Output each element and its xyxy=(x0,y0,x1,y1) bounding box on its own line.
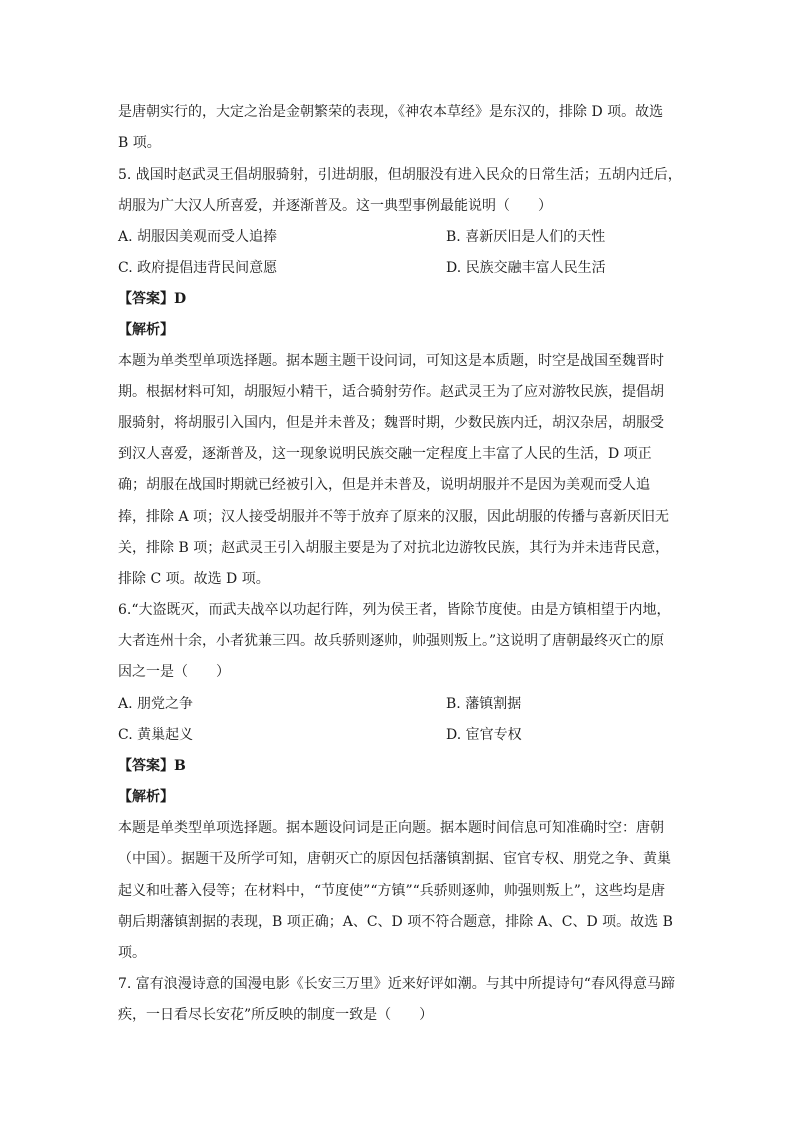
q5-analysis-line-5: 确；胡服在战国时期就已经被引入，但是并未普及，说明胡服并不是因为美观而受人追 xyxy=(118,477,650,493)
q5-answer: 【答案】D xyxy=(118,291,187,307)
q5-option-b: B. 喜新厌旧是人们的天性 xyxy=(446,229,606,245)
q6-analysis-title: 【解析】 xyxy=(118,789,174,805)
intro-line-2: B 项。 xyxy=(118,135,161,151)
q6-option-c: C. 黄巢起义 xyxy=(118,727,194,743)
q5-option-d: D. 民族交融丰富人民生活 xyxy=(446,260,606,276)
q6-option-a: A. 朋党之争 xyxy=(118,696,194,712)
q6-stem-line-1: 6.“大盗既灭，而武夫战卒以功起行阵，列为侯王者，皆除节度使。由是方镇相望于内地， xyxy=(118,602,671,618)
q6-stem-line-3: 因之一是（ ） xyxy=(118,664,230,680)
q7-stem-line-2: 疾，一日看尽长安花”所反映的制度一致是（ ） xyxy=(118,1007,434,1023)
q7-stem-line-1: 7. 富有浪漫诗意的国漫电影《长安三万里》近来好评如潮。与其中所提诗句“春风得意马蹄 xyxy=(118,976,675,992)
q5-analysis-line-8: 排除 C 项。故选 D 项。 xyxy=(118,571,270,587)
q6-analysis-line-4: 朝后期藩镇割据的表现，B 项正确；A、C、D 项不符合题意，排除 A、C、D 项。故选 B xyxy=(118,914,673,930)
q5-option-a: A. 胡服因美观而受人追捧 xyxy=(118,229,278,245)
q5-analysis-line-1: 本题为单类型单项选择题。据本题主题干设问词，可知这是本质题，时空是战国至魏晋时 xyxy=(118,353,664,369)
q6-analysis-line-3: 起义和吐蕃入侵等；在材料中，“节度使”“方镇”“兵骄则逐帅，帅强则叛上”，这些均是唐 xyxy=(118,883,665,899)
intro-line-1: 是唐朝实行的，大定之治是金朝繁荣的表现，《神农本草经》是东汉的，排除 D 项。故选 xyxy=(118,104,664,120)
q5-stem-line-1: 5. 战国时赵武灵王倡胡服骑射，引进胡服，但胡服没有进入民众的日常生活；五胡内迁后， xyxy=(118,167,682,183)
q5-analysis-line-6: 捧，排除 A 项；汉人接受胡服并不等于放弃了原来的汉服，因此胡服的传播与喜新厌旧无 xyxy=(118,509,670,525)
q5-stem-line-2: 胡服为广大汉人所喜爱，并逐渐普及。这一典型事例最能说明（ ） xyxy=(118,198,552,214)
q5-analysis-line-3: 服骑射，将胡服引入国内，但是并未普及；魏晋时期，少数民族内迁，胡汉杂居，胡服受 xyxy=(118,415,664,431)
q5-option-c: C. 政府提倡违背民间意愿 xyxy=(118,260,278,276)
q5-analysis-line-7: 关，排除 B 项；赵武灵王引入胡服主要是为了对抗北边游牧民族，其行为并未违背民意， xyxy=(118,540,670,556)
q5-analysis-title: 【解析】 xyxy=(118,322,174,338)
q6-option-b: B. 藩镇割据 xyxy=(446,696,522,712)
q6-analysis-line-1: 本题是单类型单项选择题。据本题设问词是正向题。据本题时间信息可知准确时空：唐朝 xyxy=(118,820,664,836)
q6-analysis-line-2: （中国）。据题干及所学可知，唐朝灭亡的原因包括藩镇割据、宦官专权、朋党之争、黄巢 xyxy=(118,851,671,867)
q5-analysis-line-2: 期。根据材料可知，胡服短小精干，适合骑射劳作。赵武灵王为了应对游牧民族，提倡胡 xyxy=(118,384,664,400)
q6-answer: 【答案】B xyxy=(118,758,186,774)
q6-analysis-line-5: 项。 xyxy=(118,945,146,961)
q5-analysis-line-4: 到汉人喜爱，逐渐普及，这一现象说明民族交融一定程度上丰富了人民的生活，D 项正 xyxy=(118,446,652,462)
q6-stem-line-2: 大者连州十余，小者犹兼三四。故兵骄则逐帅，帅强则叛上。”这说明了唐朝最终灭亡的原 xyxy=(118,633,665,649)
q6-option-d: D. 宦官专权 xyxy=(446,727,522,743)
